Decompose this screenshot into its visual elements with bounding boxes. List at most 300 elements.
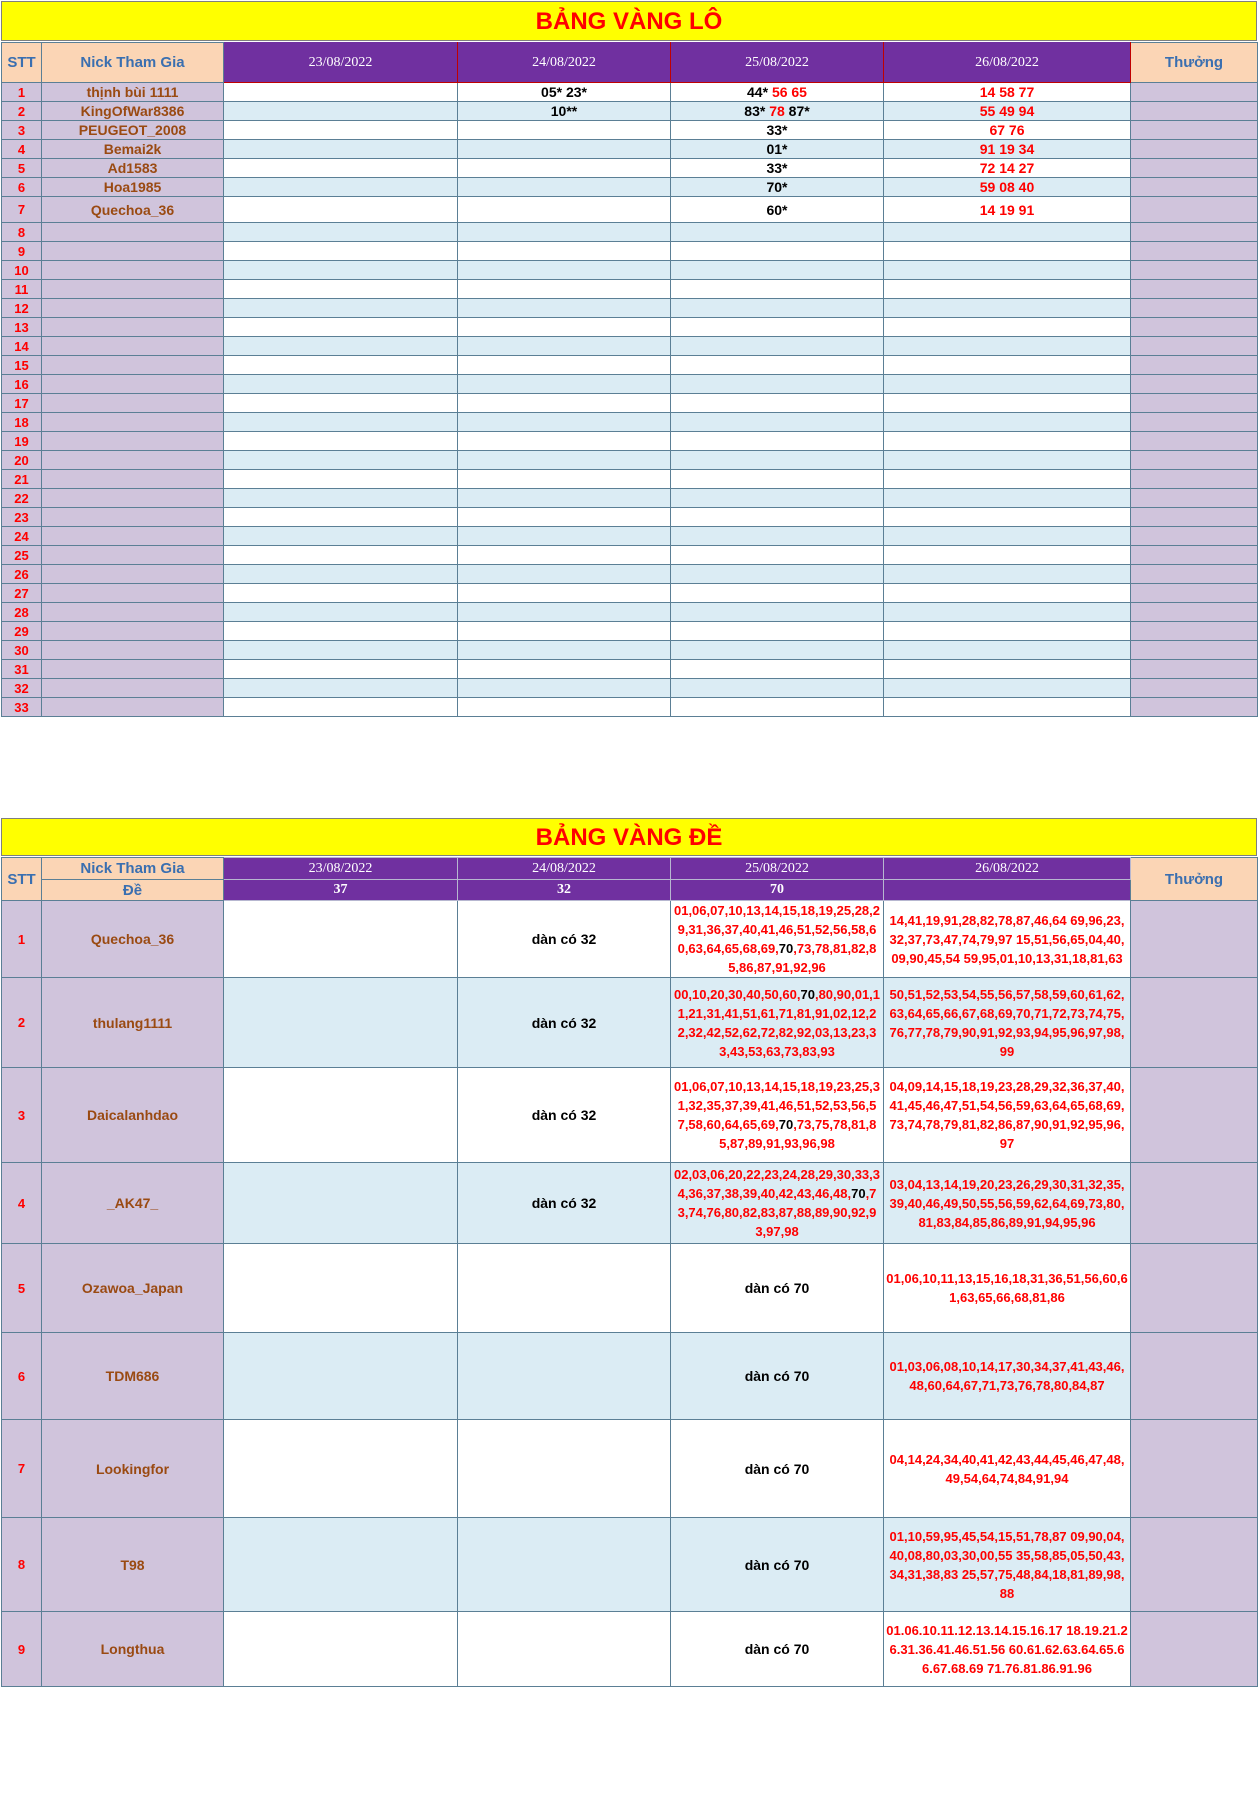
lo-row-day-2 — [458, 242, 671, 261]
lo-header-stt: STT — [2, 43, 42, 83]
lo-row-day-1 — [224, 159, 458, 178]
de-row-nick: thulang1111 — [42, 978, 224, 1068]
value-segment: 87* — [788, 103, 810, 119]
de-row-day-2 — [458, 1612, 671, 1687]
lo-table-row — [2, 261, 1258, 280]
lo-row-day-1 — [224, 527, 458, 546]
de-table-row — [2, 901, 1258, 978]
lo-row-prize — [1131, 660, 1258, 679]
lo-row-stt: 26 — [2, 565, 42, 584]
de-title: BẢNG VÀNG ĐỀ — [1, 818, 1257, 856]
lo-header-prize: Thưởng — [1131, 43, 1258, 83]
lo-row-day-2 — [458, 356, 671, 375]
lo-row-nick — [42, 489, 224, 508]
lo-row-prize — [1131, 178, 1258, 197]
lo-row-stt: 13 — [2, 318, 42, 337]
de-row-nick: Longthua — [42, 1612, 224, 1687]
de-row-nick: Daicalanhdao — [42, 1068, 224, 1163]
de-row-day-2 — [458, 1244, 671, 1333]
lo-row-nick — [42, 394, 224, 413]
value-segment: 01,03,06,08,10,14,17,30,34,37,41,43,46,48,60,64,67,71,73,76,78,80,84,87 — [889, 1359, 1125, 1393]
lo-row-nick — [42, 679, 224, 698]
value-segment: 70 — [800, 986, 815, 1002]
lo-row-stt: 30 — [2, 641, 42, 660]
lo-table-row — [2, 641, 1258, 660]
lo-table-row — [2, 698, 1258, 717]
lo-table-row — [2, 413, 1258, 432]
value-segment: 72 14 27 — [979, 160, 1035, 176]
lo-row-stt: 32 — [2, 679, 42, 698]
lo-row-day-4 — [884, 318, 1131, 337]
de-row-stt: 1 — [2, 901, 42, 978]
lo-table-row — [2, 140, 1258, 159]
lo-row-day-3 — [671, 546, 884, 565]
lo-row-day-4 — [884, 698, 1131, 717]
lo-row-day-4 — [884, 603, 1131, 622]
de-row-day-2 — [458, 1420, 671, 1518]
lo-row-day-3 — [671, 508, 884, 527]
value-segment: 00,10,20,30,40,50,60, — [673, 986, 801, 1002]
de-row-day-3 — [671, 1068, 884, 1163]
lo-row-day-2 — [458, 432, 671, 451]
lo-row-day-4 — [884, 242, 1131, 261]
lo-row-nick — [42, 318, 224, 337]
value-segment: 70 — [778, 1117, 794, 1132]
lo-row-day-3 — [671, 603, 884, 622]
lo-row-day-2 — [458, 261, 671, 280]
lo-row-prize — [1131, 470, 1258, 489]
value-segment: 01,06,10,11,13,15,16,18,31,36,51,56,60,61,63,65,66,68,81,86 — [886, 1271, 1128, 1305]
lo-row-nick — [42, 337, 224, 356]
lo-row-day-4 — [884, 223, 1131, 242]
lo-table-row — [2, 622, 1258, 641]
lo-row-day-2 — [458, 83, 671, 102]
lo-header-row — [2, 43, 1258, 83]
value-segment: 01,10,59,95,45,54,15,51,78,87 09,90,04,40,08,80,03,30,00,55 35,58,85,05,50,43,34,31,38,83 25,57,75,48,84,18,81,89,98,88 — [889, 1528, 1125, 1601]
lo-row-day-4 — [884, 280, 1131, 299]
lo-row-nick — [42, 527, 224, 546]
lo-row-day-3 — [671, 394, 884, 413]
lo-row-day-3 — [671, 223, 884, 242]
lo-row-day-1 — [224, 394, 458, 413]
lo-row-day-3 — [671, 375, 884, 394]
de-row-stt: 5 — [2, 1244, 42, 1333]
de-row-stt: 9 — [2, 1612, 42, 1687]
lo-row-day-1 — [224, 622, 458, 641]
lo-row-day-1 — [224, 470, 458, 489]
lo-row-day-4 — [884, 299, 1131, 318]
de-row-nick: Lookingfor — [42, 1420, 224, 1518]
value-segment: dàn có 70 — [744, 1641, 810, 1657]
lo-row-day-3 — [671, 178, 884, 197]
lo-table-row — [2, 603, 1258, 622]
lo-row-day-3 — [671, 489, 884, 508]
lo-table-row — [2, 432, 1258, 451]
de-row-prize — [1131, 1612, 1258, 1687]
de-table-row — [2, 1244, 1258, 1333]
lo-row-day-2 — [458, 299, 671, 318]
de-row-stt: 3 — [2, 1068, 42, 1163]
de-row-day-3 — [671, 1518, 884, 1612]
value-segment: 05* 23* — [541, 84, 587, 100]
lo-table-row — [2, 470, 1258, 489]
de-row-prize — [1131, 1518, 1258, 1612]
de-table-row — [2, 1518, 1258, 1612]
lo-row-prize — [1131, 140, 1258, 159]
lo-row-stt: 27 — [2, 584, 42, 603]
lo-table-row — [2, 223, 1258, 242]
lo-row-day-1 — [224, 121, 458, 140]
lo-table-row — [2, 679, 1258, 698]
value-segment: dàn có 32 — [531, 1195, 597, 1211]
lo-row-day-2 — [458, 280, 671, 299]
lo-row-day-2 — [458, 546, 671, 565]
de-row-prize — [1131, 1420, 1258, 1518]
de-row-nick: TDM686 — [42, 1333, 224, 1420]
lo-row-nick — [42, 242, 224, 261]
lo-title: BẢNG VÀNG LÔ — [1, 1, 1257, 41]
lo-row-day-1 — [224, 565, 458, 584]
lo-table-row — [2, 356, 1258, 375]
lo-table — [1, 42, 1258, 717]
de-row-day-3 — [671, 978, 884, 1068]
lo-row-nick — [42, 375, 224, 394]
lo-row-prize — [1131, 489, 1258, 508]
lo-row-day-1 — [224, 83, 458, 102]
lo-row-stt: 21 — [2, 470, 42, 489]
lo-table-row — [2, 337, 1258, 356]
value-segment: 78 — [769, 103, 789, 119]
de-table-row — [2, 1333, 1258, 1420]
lo-row-day-2 — [458, 394, 671, 413]
lo-row-prize — [1131, 432, 1258, 451]
value-segment: dàn có 70 — [744, 1280, 810, 1296]
lo-row-day-3 — [671, 356, 884, 375]
lo-row-day-1 — [224, 660, 458, 679]
lo-row-stt: 12 — [2, 299, 42, 318]
value-segment: 01,06,07,10,13,14,15,18,19,25,28,29,31,36,37,40,41,46,51,52,56,58,60,63,64,65,68,69, — [673, 903, 881, 956]
lo-row-prize — [1131, 451, 1258, 470]
lo-row-day-2 — [458, 337, 671, 356]
lo-row-nick — [42, 603, 224, 622]
value-segment: 70 — [851, 1186, 866, 1201]
de-row-day-4 — [884, 901, 1131, 978]
lo-row-nick — [42, 280, 224, 299]
de-row-day-2 — [458, 1163, 671, 1244]
lo-row-day-3 — [671, 698, 884, 717]
lo-row-day-2 — [458, 603, 671, 622]
lo-row-day-3 — [671, 622, 884, 641]
lo-row-stt: 22 — [2, 489, 42, 508]
lo-row-stt: 16 — [2, 375, 42, 394]
lo-row-stt: 19 — [2, 432, 42, 451]
lo-row-day-3 — [671, 318, 884, 337]
de-row-day-1 — [224, 1612, 458, 1687]
lo-row-day-1 — [224, 337, 458, 356]
de-header-date-2: 24/08/2022 — [458, 858, 671, 880]
value-segment: 14 58 77 — [979, 84, 1035, 100]
lo-row-day-2 — [458, 679, 671, 698]
de-row-stt: 2 — [2, 978, 42, 1068]
value-segment: 70* — [766, 179, 788, 195]
value-segment: 04,09,14,15,18,19,23,28,29,32,36,37,40,41,45,46,47,51,54,56,59,63,64,65,68,69,73,74,78,79,81,82,86,87,90,91,92,95,96,97 — [889, 1079, 1125, 1151]
lo-row-prize — [1131, 83, 1258, 102]
lo-row-day-4 — [884, 622, 1131, 641]
de-table-row — [2, 1420, 1258, 1518]
de-row-day-4 — [884, 1518, 1131, 1612]
de-table-row — [2, 1612, 1258, 1687]
lo-row-day-4 — [884, 140, 1131, 159]
lo-row-nick: Hoa1985 — [42, 178, 224, 197]
lo-row-day-3 — [671, 470, 884, 489]
lo-row-stt: 28 — [2, 603, 42, 622]
de-header-date-1: 23/08/2022 — [224, 858, 458, 880]
de-row-prize — [1131, 1244, 1258, 1333]
lo-row-prize — [1131, 679, 1258, 698]
lo-row-day-1 — [224, 546, 458, 565]
lo-table-row — [2, 197, 1258, 223]
lo-header-nick: Nick Tham Gia — [42, 43, 224, 83]
lo-row-prize — [1131, 299, 1258, 318]
lo-row-day-3 — [671, 83, 884, 102]
de-row-day-3 — [671, 1163, 884, 1244]
value-segment: 55 49 94 — [979, 103, 1035, 119]
lo-row-stt: 24 — [2, 527, 42, 546]
lo-row-day-1 — [224, 375, 458, 394]
lo-row-day-1 — [224, 140, 458, 159]
de-header-nick: Nick Tham Gia — [42, 858, 224, 880]
lo-row-prize — [1131, 102, 1258, 121]
lo-row-nick — [42, 508, 224, 527]
de-row-stt: 6 — [2, 1333, 42, 1420]
lo-row-day-1 — [224, 432, 458, 451]
lo-row-day-1 — [224, 356, 458, 375]
lo-row-day-2 — [458, 527, 671, 546]
lo-row-nick: KingOfWar8386 — [42, 102, 224, 121]
lo-row-day-3 — [671, 527, 884, 546]
lo-row-day-4 — [884, 102, 1131, 121]
lo-row-stt: 2 — [2, 102, 42, 121]
lo-row-nick — [42, 622, 224, 641]
lo-table-row — [2, 660, 1258, 679]
lo-table-row — [2, 565, 1258, 584]
value-segment: 33* — [766, 122, 788, 138]
lo-row-day-2 — [458, 197, 671, 223]
lo-row-day-1 — [224, 102, 458, 121]
lo-row-day-4 — [884, 394, 1131, 413]
lo-row-day-2 — [458, 698, 671, 717]
lo-row-prize — [1131, 280, 1258, 299]
de-result-4 — [884, 880, 1131, 901]
lo-row-day-4 — [884, 527, 1131, 546]
de-header-prize: Thưởng — [1131, 858, 1258, 901]
de-row-prize — [1131, 1163, 1258, 1244]
lo-row-stt: 20 — [2, 451, 42, 470]
value-segment: 01* — [766, 141, 788, 157]
lo-row-stt: 11 — [2, 280, 42, 299]
de-row-prize — [1131, 1068, 1258, 1163]
lo-row-stt: 1 — [2, 83, 42, 102]
lo-row-day-1 — [224, 299, 458, 318]
value-segment: 10** — [550, 103, 578, 119]
de-row-day-1 — [224, 1244, 458, 1333]
lo-row-day-2 — [458, 508, 671, 527]
lo-row-day-2 — [458, 470, 671, 489]
de-row-day-4 — [884, 1420, 1131, 1518]
de-row-day-2 — [458, 978, 671, 1068]
value-segment: 33* — [766, 160, 788, 176]
lo-row-nick — [42, 223, 224, 242]
lo-row-stt: 4 — [2, 140, 42, 159]
lo-row-prize — [1131, 641, 1258, 660]
lo-row-nick — [42, 565, 224, 584]
lo-row-nick — [42, 261, 224, 280]
de-row-day-4 — [884, 1244, 1131, 1333]
de-body — [2, 901, 1258, 1687]
lo-row-day-1 — [224, 641, 458, 660]
lo-row-day-3 — [671, 565, 884, 584]
lo-row-prize — [1131, 508, 1258, 527]
lo-row-day-3 — [671, 432, 884, 451]
lo-table-row — [2, 159, 1258, 178]
lo-header-date-1: 23/08/2022 — [224, 43, 458, 83]
lo-row-stt: 25 — [2, 546, 42, 565]
lo-row-day-1 — [224, 413, 458, 432]
de-row-nick: Quechoa_36 — [42, 901, 224, 978]
lo-row-day-1 — [224, 508, 458, 527]
value-segment: 01,06,07,10,13,14,15,18,19,23,25,31,32,35,37,39,41,46,51,52,53,56,57,58,60,64,65,69, — [673, 1079, 881, 1132]
lo-row-stt: 33 — [2, 698, 42, 717]
de-result-row — [2, 880, 1258, 901]
lo-row-stt: 18 — [2, 413, 42, 432]
value-segment: 01.06.10.11.12.13.14.15.16.17 18.19.21.26.31.36.41.46.51.56 60.61.62.63.64.65.66.67.68.69 71.76.81.86.91.96 — [886, 1622, 1128, 1676]
de-row-day-1 — [224, 978, 458, 1068]
lo-row-day-4 — [884, 261, 1131, 280]
lo-table-row — [2, 394, 1258, 413]
de-row-stt: 4 — [2, 1163, 42, 1244]
lo-row-day-2 — [458, 121, 671, 140]
lo-row-prize — [1131, 356, 1258, 375]
lo-row-stt: 29 — [2, 622, 42, 641]
lo-row-day-1 — [224, 242, 458, 261]
de-row-stt: 8 — [2, 1518, 42, 1612]
de-row-day-4 — [884, 1068, 1131, 1163]
lo-row-day-4 — [884, 121, 1131, 140]
lo-row-prize — [1131, 527, 1258, 546]
lo-row-day-4 — [884, 565, 1131, 584]
lo-row-prize — [1131, 546, 1258, 565]
lo-row-day-2 — [458, 660, 671, 679]
lo-row-day-4 — [884, 159, 1131, 178]
lo-row-nick — [42, 641, 224, 660]
lo-row-day-4 — [884, 508, 1131, 527]
lo-row-day-3 — [671, 413, 884, 432]
value-segment: 44* — [747, 84, 772, 100]
lo-row-day-4 — [884, 489, 1131, 508]
lo-row-day-2 — [458, 622, 671, 641]
value-segment: ,73,78,81,82,85,86,87,91,92,96 — [728, 941, 877, 975]
value-segment: dàn có 70 — [744, 1460, 810, 1477]
lo-table-row — [2, 83, 1258, 102]
lo-row-nick — [42, 299, 224, 318]
lo-row-day-4 — [884, 470, 1131, 489]
lo-row-prize — [1131, 159, 1258, 178]
lo-row-stt: 3 — [2, 121, 42, 140]
lo-row-stt: 17 — [2, 394, 42, 413]
lo-row-day-2 — [458, 375, 671, 394]
lo-row-nick — [42, 356, 224, 375]
lo-row-day-1 — [224, 603, 458, 622]
de-table-row — [2, 1163, 1258, 1244]
lo-table-row — [2, 451, 1258, 470]
de-row-day-1 — [224, 1068, 458, 1163]
lo-row-day-4 — [884, 584, 1131, 603]
lo-row-day-2 — [458, 641, 671, 660]
lo-row-prize — [1131, 337, 1258, 356]
de-row-stt: 7 — [2, 1420, 42, 1518]
de-table-row — [2, 1068, 1258, 1163]
lo-row-nick: thịnh bùi 1111 — [42, 83, 224, 102]
lo-table-row — [2, 508, 1258, 527]
lo-table-row — [2, 375, 1258, 394]
lo-row-day-1 — [224, 489, 458, 508]
lo-row-prize — [1131, 584, 1258, 603]
lo-header-date-3: 25/08/2022 — [671, 43, 884, 83]
lo-row-stt: 15 — [2, 356, 42, 375]
value-segment: 14,41,19,91,28,82,78,87,46,64 69,96,23,32,37,73,47,74,79,97 15,51,56,65,04,40,09,90,45,54 59,95,01,10,13,31,18,81,63 — [889, 912, 1125, 966]
value-segment: dàn có 70 — [744, 1556, 810, 1573]
de-row-day-2 — [458, 1333, 671, 1420]
lo-table-row — [2, 299, 1258, 318]
lo-row-nick — [42, 432, 224, 451]
lo-row-nick — [42, 546, 224, 565]
value-segment: 04,14,24,34,40,41,42,43,44,45,46,47,48,49,54,64,74,84,91,94 — [889, 1451, 1125, 1486]
de-row-nick: T98 — [42, 1518, 224, 1612]
lo-table-row — [2, 280, 1258, 299]
lo-row-day-4 — [884, 197, 1131, 223]
de-row-prize — [1131, 901, 1258, 978]
lo-row-stt: 7 — [2, 197, 42, 223]
lo-row-day-3 — [671, 299, 884, 318]
de-table — [1, 857, 1258, 1687]
value-segment: ,73,75,78,81,85,87,89,91,93,96,98 — [719, 1117, 877, 1151]
de-result-1: 37 — [224, 880, 458, 901]
de-row-day-3 — [671, 1333, 884, 1420]
de-row-day-3 — [671, 1612, 884, 1687]
de-header-de: Đề — [42, 880, 224, 901]
lo-row-nick — [42, 451, 224, 470]
lo-row-prize — [1131, 622, 1258, 641]
lo-table-row — [2, 242, 1258, 261]
lo-row-day-3 — [671, 242, 884, 261]
lo-row-day-3 — [671, 197, 884, 223]
de-row-day-3 — [671, 1420, 884, 1518]
de-row-day-2 — [458, 1068, 671, 1163]
de-row-day-4 — [884, 1333, 1131, 1420]
value-segment: 59 08 40 — [979, 179, 1035, 195]
lo-row-day-3 — [671, 337, 884, 356]
lo-row-day-4 — [884, 375, 1131, 394]
lo-row-prize — [1131, 261, 1258, 280]
value-segment: ,73,74,76,80,82,83,87,88,89,90,92,93,97,98 — [677, 1186, 877, 1239]
lo-row-nick — [42, 660, 224, 679]
de-header-date-3: 25/08/2022 — [671, 858, 884, 880]
lo-header-date-2: 24/08/2022 — [458, 43, 671, 83]
lo-row-prize — [1131, 197, 1258, 223]
de-row-day-2 — [458, 1518, 671, 1612]
lo-row-prize — [1131, 698, 1258, 717]
lo-row-day-3 — [671, 641, 884, 660]
